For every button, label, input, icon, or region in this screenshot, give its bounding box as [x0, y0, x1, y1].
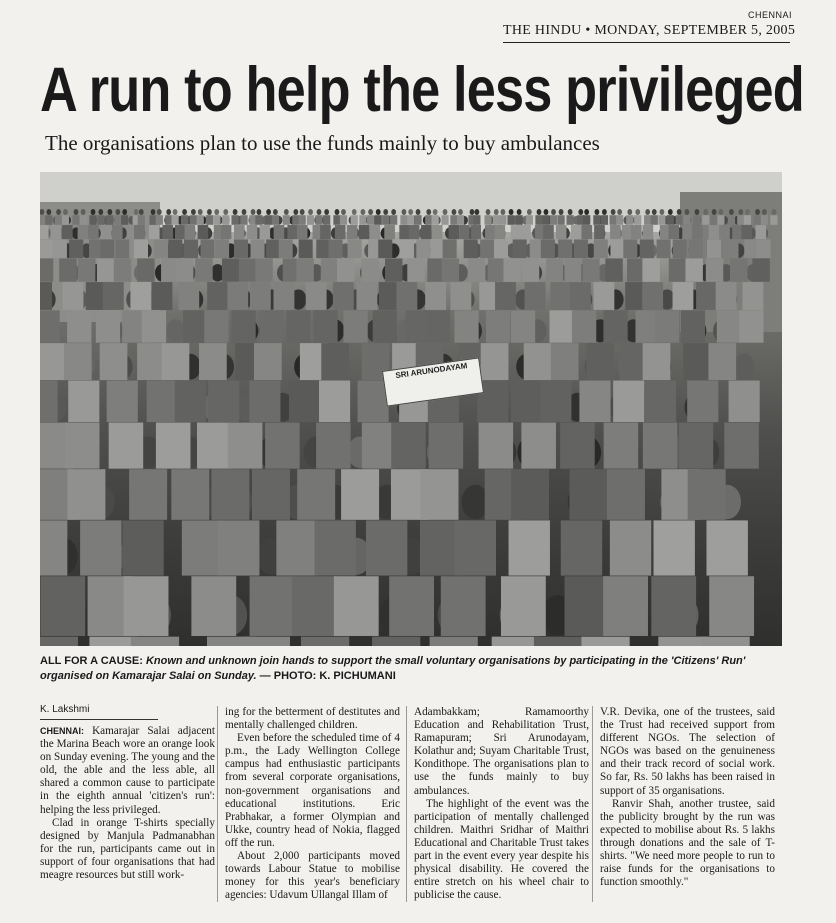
article-paragraph: V.R. Devika, one of the trustees, said the Trust had received support from different NGOs. The selection of NGOs was based on the genuineness and their track record of social work. So far, Rs. 50 lakhs has been raised in support of 35 organisations.: [600, 706, 775, 797]
article-paragraph: Clad in orange T-shirts specially designed by Manjula Padmanabhan for the run, participants came out in support of four organisations that had meagre resources but still work-: [40, 816, 215, 882]
article-column-2: [225, 706, 400, 902]
article-paragraph: The highlight of the event was the participation of mentally challenged children. Maithri Sridhar of Maithri Educational and Charitable Trust takes part in the event every year despite his physical disability. He covered the entire stretch on his wheel chair to publicise the cause.: [414, 797, 589, 902]
photo-caption: [40, 654, 790, 684]
masthead-rule: [503, 42, 790, 43]
article-paragraph: Even before the scheduled time of 4 p.m., the Lady Wellington College campus had enthusiastic participants from several corporate organisations, non-government organisations and educational institutions. Eric Prabhakar, a former Olympian and Ukke, country head of Nokia, flagged off the run.: [225, 732, 400, 849]
column-rule: [217, 706, 218, 902]
article-column-1: [40, 725, 215, 882]
subheadline: The organisations plan to use the funds mainly to buy ambulances: [45, 131, 600, 155]
article-column-4: [600, 706, 775, 889]
article-paragraph: Adambakkam; Ramamoorthy Education and Rehabilitation Trust, Ramapuram; Sri Arunodayam, Kolathur and; Suyam Charitable Trust, Kondithope. The organisations plan to use the funds mainly to buy ambulances.: [414, 706, 589, 797]
byline: K. Lakshmi: [40, 704, 90, 715]
article-paragraph: ing for the betterment of destitutes and mentally challenged children.: [225, 706, 400, 732]
article-paragraph: About 2,000 participants moved towards Labour Statue to mobilise money for this year's beneficiary agencies: Udavum Ullangal Illam of: [225, 850, 400, 902]
article-column-3: [414, 706, 589, 902]
crowd-illustration: [40, 172, 782, 646]
column-rule: [406, 706, 407, 902]
photo-credit: — PHOTO: K. PICHUMANI: [259, 670, 396, 682]
headline: A run to help the less privileged: [40, 55, 804, 125]
news-photo: [40, 172, 782, 646]
article-paragraph: Ranvir Shah, another trustee, said the publicity brought by the run was expected to mobilise about Rs. 5 lakhs through donations and the sale of T-shirts. "We need more people to run to raise funds for the organisations to function smoothly.": [600, 797, 775, 889]
caption-lead: ALL FOR A CAUSE:: [40, 655, 143, 667]
dateline: CHENNAI:: [40, 726, 84, 736]
caption-text: Known and unknown join hands to support the small voluntary organisations by participating in the 'Citizens' Run' organised on Kamarajar Salai on Sunday.: [40, 655, 746, 682]
edition-label: CHENNAI: [748, 10, 793, 20]
article-paragraph: CHENNAI: Kamarajar Salai adjacent the Marina Beach wore an orange look on Sunday evening. The young and the old, the able and the less able, all shared a common cause to participate in the eighth annual 'citizen's run': helping the less privileged.: [40, 725, 216, 816]
photo-banner: SRI ARUNODAYAM: [382, 357, 484, 406]
masthead-dateline: THE HINDU • MONDAY, SEPTEMBER 5, 2005: [503, 23, 796, 38]
byline-rule: [40, 719, 158, 720]
column-rule: [592, 706, 593, 902]
